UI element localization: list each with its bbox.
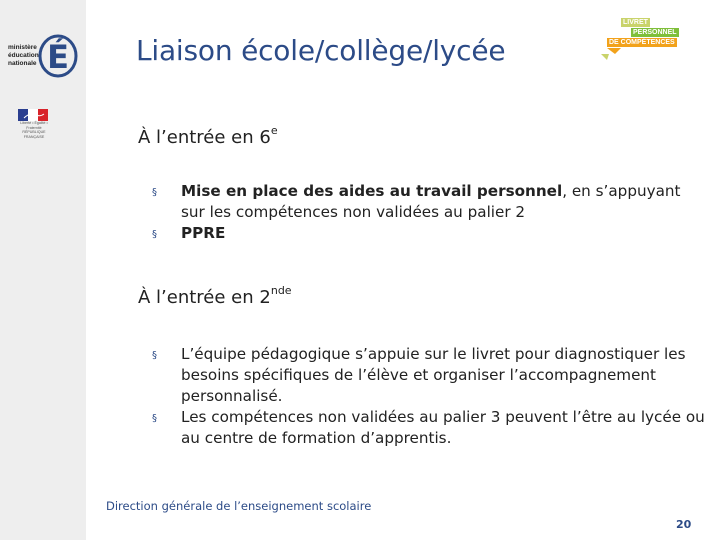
left-sidebar [0,0,86,540]
list-item: § Les compétences non validées au palier 3 peuvent l’être au lycée ou au centre de formation d’apprentis. [152,408,705,447]
bullet-icon: § [152,413,157,424]
livret-competences-badge [601,18,691,64]
bullet-list-6e [150,181,705,244]
badge-line-1: LIVRET [623,19,648,26]
badge-tail-icon [601,48,621,62]
ministry-e-icon [38,28,78,78]
list-item: § Mise en place des aides au travail personnel, en s’appuyant sur les compétences non validées au palier 2 [152,182,681,221]
ministry-wordmark: ministère éducation nationale [8,44,39,67]
bullet-icon: § [152,229,157,240]
badge-line-3: DE COMPÉTENCES [609,39,675,46]
list-item: § PPRE [150,223,705,244]
section-heading-2nde: À l’entrée en 2nde [138,284,292,308]
svg-text:É: É [47,38,69,76]
badge-line-2: PERSONNEL [633,29,677,36]
section-heading-6e: À l’entrée en 6e [138,124,278,148]
bullet-icon: § [152,187,157,198]
flag-caption: Liberté • Égalité • Fraternité RÉPUBLIQUE FRANÇAISE [20,121,48,139]
footer-direction: Direction générale de l’enseignement scolaire [106,499,372,513]
bullet-icon: § [152,350,157,361]
list-item: § L’équipe pédagogique s’appuie sur le livret pour diagnostiquer les besoins spécifiques de l’élève et organiser l’accompagnement personnalisé. [152,345,686,405]
slide-title: Liaison école/collège/lycée [136,34,506,67]
bullet-list-2nde [150,344,705,449]
page-number: 20 [676,518,692,531]
